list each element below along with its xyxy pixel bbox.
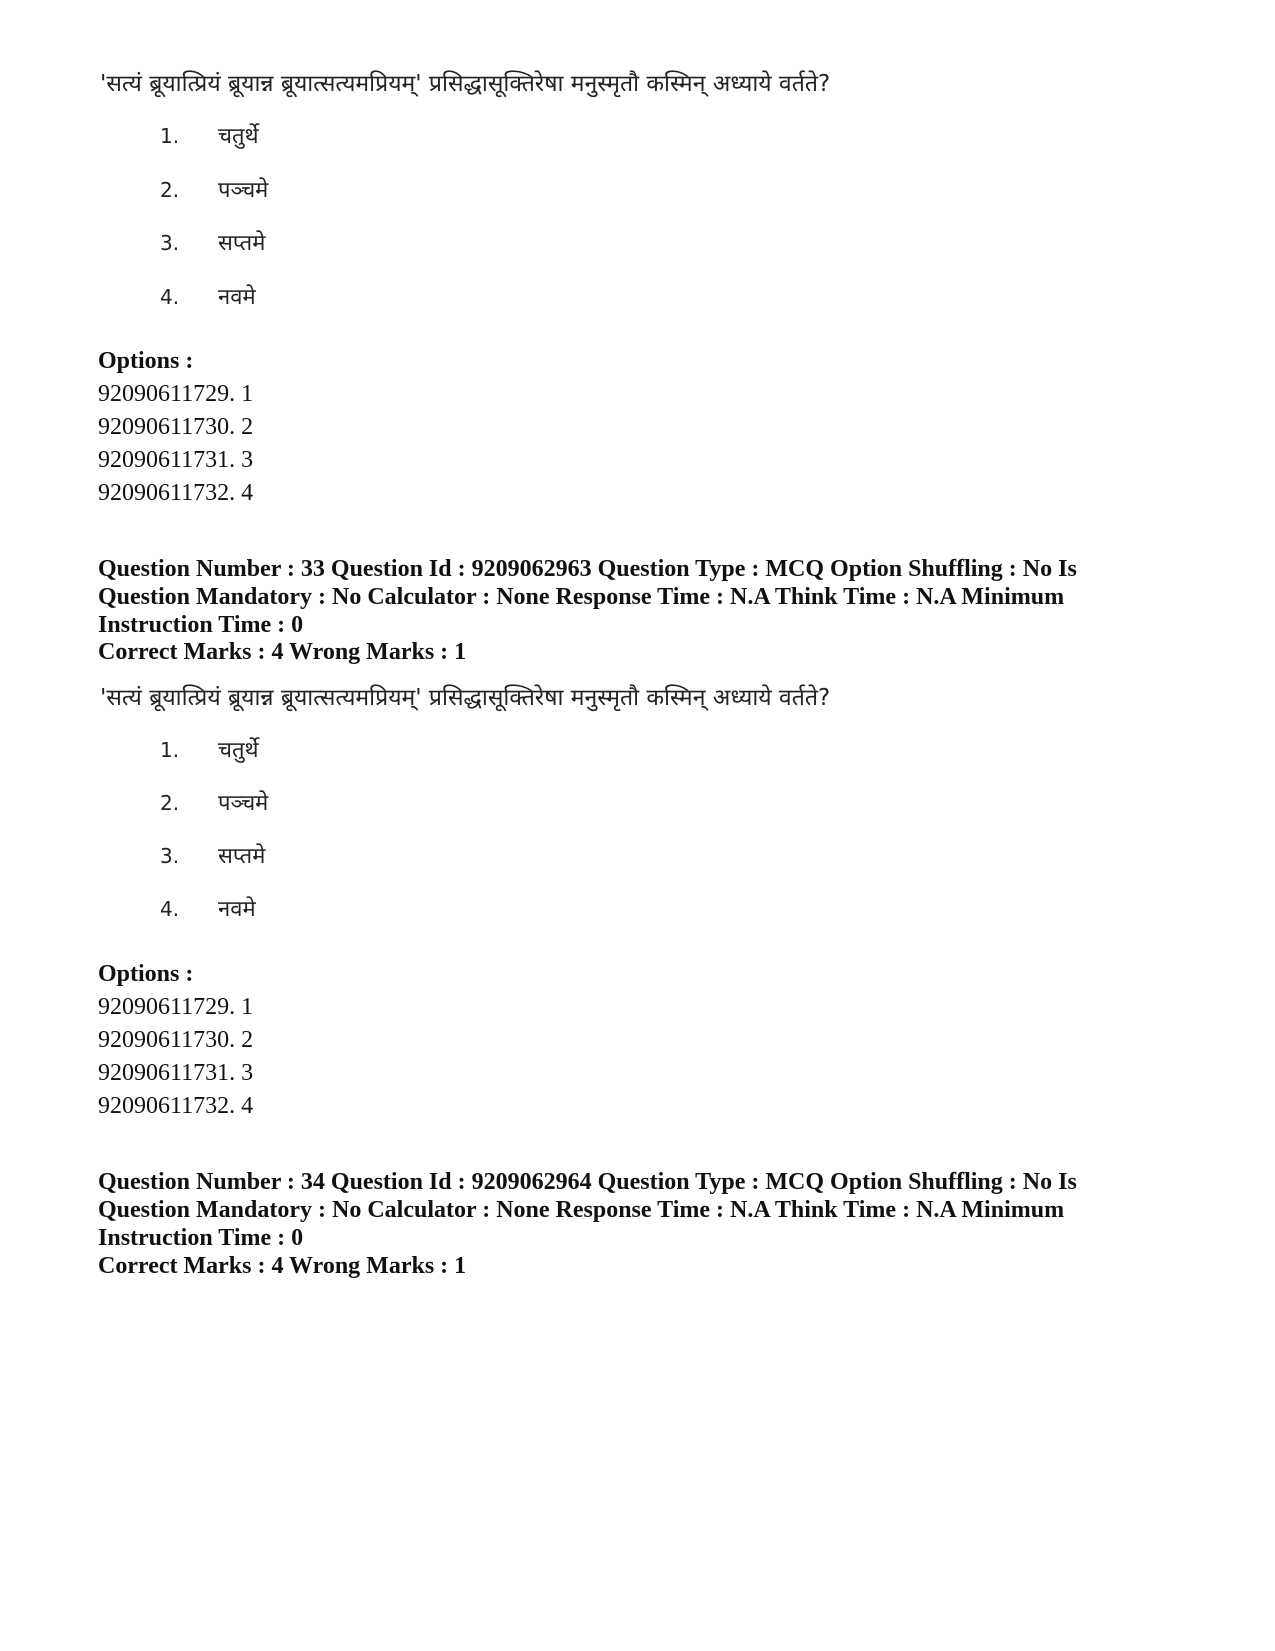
choice-number: 3. <box>160 231 180 255</box>
choice-text: पञ्चमे <box>218 178 269 203</box>
choice-number: 4. <box>160 285 180 309</box>
option-id-line: 92090611729. 1 <box>98 381 254 407</box>
choice-number: 2. <box>160 178 180 202</box>
choice-item <box>160 840 265 870</box>
choice-item <box>160 787 268 817</box>
choice-text: सप्तमे <box>218 231 266 256</box>
choice-item <box>160 120 259 150</box>
question-text: 'सत्यं ब्रूयात्प्रियं ब्रूयान्न ब्रूयात्सत्यमप्रियम्' प्रसिद्धासूक्तिरेषा मनुस्मृतौ कस्मिन् अध्याये वर्तते? <box>100 685 831 711</box>
choice-number: 4. <box>160 897 180 921</box>
option-id-line: 92090611730. 2 <box>98 414 254 440</box>
options-heading: Options : <box>98 348 194 374</box>
choice-item <box>160 227 265 257</box>
choice-text: पञ्चमे <box>218 791 269 816</box>
choice-number: 2. <box>160 791 180 815</box>
choice-number: 1. <box>160 124 180 148</box>
option-id-line: 92090611731. 3 <box>98 1060 254 1086</box>
option-id-line: 92090611730. 2 <box>98 1027 254 1053</box>
option-id-line: 92090611732. 4 <box>98 480 254 506</box>
question-metadata: Question Number : 33 Question Id : 9209062963 Question Type : MCQ Option Shuffling : No Is Question Mandatory : No Calculator : None Response Time : N.A Think Time : N.A Minimum Instruction Time : 0 <box>98 556 1077 638</box>
choice-text: चतुर्थे <box>218 124 259 149</box>
option-id-line: 92090611731. 3 <box>98 447 254 473</box>
option-id-line: 92090611732. 4 <box>98 1093 254 1119</box>
options-heading: Options : <box>98 961 194 987</box>
marks-line: Correct Marks : 4 Wrong Marks : 1 <box>98 639 467 665</box>
choice-text: सप्तमे <box>218 844 266 869</box>
question-text: 'सत्यं ब्रूयात्प्रियं ब्रूयान्न ब्रूयात्सत्यमप्रियम्' प्रसिद्धासूक्तिरेषा मनुस्मृतौ कस्मिन् अध्याये वर्तते? <box>100 71 831 97</box>
choice-item <box>160 734 259 764</box>
choice-text: नवमे <box>218 897 256 922</box>
choice-number: 1. <box>160 738 180 762</box>
option-id-line: 92090611729. 1 <box>98 994 254 1020</box>
choice-text: चतुर्थे <box>218 738 259 763</box>
choice-text: नवमे <box>218 285 256 310</box>
question-metadata: Question Number : 34 Question Id : 9209062964 Question Type : MCQ Option Shuffling : No Is Question Mandatory : No Calculator : None Response Time : N.A Think Time : N.A Minimum Instruction Time : 0 <box>98 1169 1077 1251</box>
choice-item <box>160 174 268 204</box>
marks-line: Correct Marks : 4 Wrong Marks : 1 <box>98 1253 467 1279</box>
choice-number: 3. <box>160 844 180 868</box>
choice-item <box>160 893 256 923</box>
choice-item <box>160 281 256 311</box>
